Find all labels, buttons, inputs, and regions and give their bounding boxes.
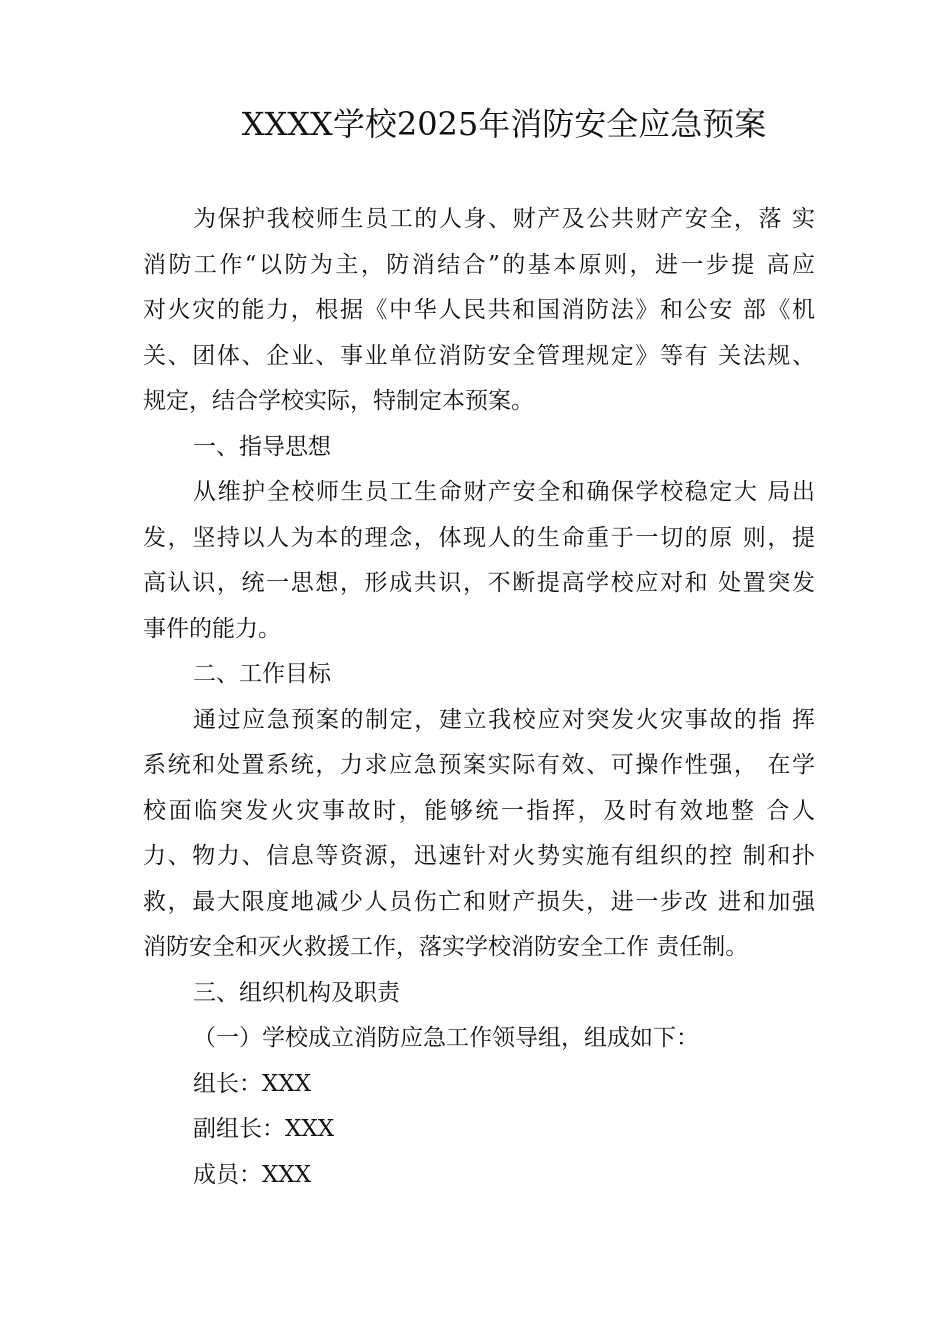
section-1-line-1: 从维护全校师生员工生命财产安全和确保学校稳定大 局出 bbox=[193, 479, 815, 505]
section-2-line-2: 系统和处置系统，力求应急预案实际有效、可操作性强， 在学 bbox=[143, 752, 815, 778]
section-1-line-4: 事件的能力。 bbox=[143, 615, 281, 642]
section-3-heading: 三、组织机构及职责 bbox=[193, 979, 400, 1006]
section-2-line-5: 救，最大限度地减少人员伤亡和财产损失，进一步改 进和加强 bbox=[143, 888, 815, 915]
intro-line-3: 对火灾的能力，根据《中华人民共和国消防法》和公安 部《机 bbox=[143, 297, 815, 323]
intro-line-2: 消防工作“以防为主，防消结合”的基本原则，进一步提 高应 bbox=[143, 251, 815, 278]
section-1-line-3: 高认识，统一思想，形成共识，不断提高学校应对和 处置突发 bbox=[143, 570, 815, 596]
section-1-heading: 一、指导思想 bbox=[193, 433, 331, 460]
document-body bbox=[143, 197, 823, 1198]
members-line: 成员：XXX bbox=[193, 1161, 312, 1188]
section-2-line-6: 消防安全和灭火救援工作，落实学校消防安全工作 责任制。 bbox=[143, 934, 749, 960]
intro-line-1: 为保护我校师生员工的人身、财产及公共财产安全，落 实 bbox=[193, 206, 815, 232]
section-3-sub-1: （一）学校成立消防应急工作领导组，组成如下： bbox=[193, 1025, 699, 1051]
section-2-line-4: 力、物力、信息等资源，迅速针对火势实施有组织的控 制和扑 bbox=[143, 843, 815, 869]
section-2-heading: 二、工作目标 bbox=[193, 661, 331, 687]
section-2-line-1: 通过应急预案的制定，建立我校应对突发火灾事故的指 挥 bbox=[193, 706, 815, 733]
section-1-line-2: 发，坚持以人为本的理念，体现人的生命重于一切的原 则，提 bbox=[143, 524, 815, 551]
section-2-line-3: 校面临突发火灾事故时，能够统一指挥，及时有效地整 合人 bbox=[143, 797, 815, 824]
document-title: XXXX学校2025年消防安全应急预案 bbox=[241, 105, 767, 143]
leader-line: 组长：XXX bbox=[193, 1070, 312, 1097]
intro-line-4: 关、团体、企业、事业单位消防安全管理规定》等有 关法规、 bbox=[143, 342, 815, 369]
intro-line-5: 规定，结合学校实际，特制定本预案。 bbox=[143, 388, 534, 414]
deputy-leader-line: 副组长：XXX bbox=[193, 1116, 335, 1142]
